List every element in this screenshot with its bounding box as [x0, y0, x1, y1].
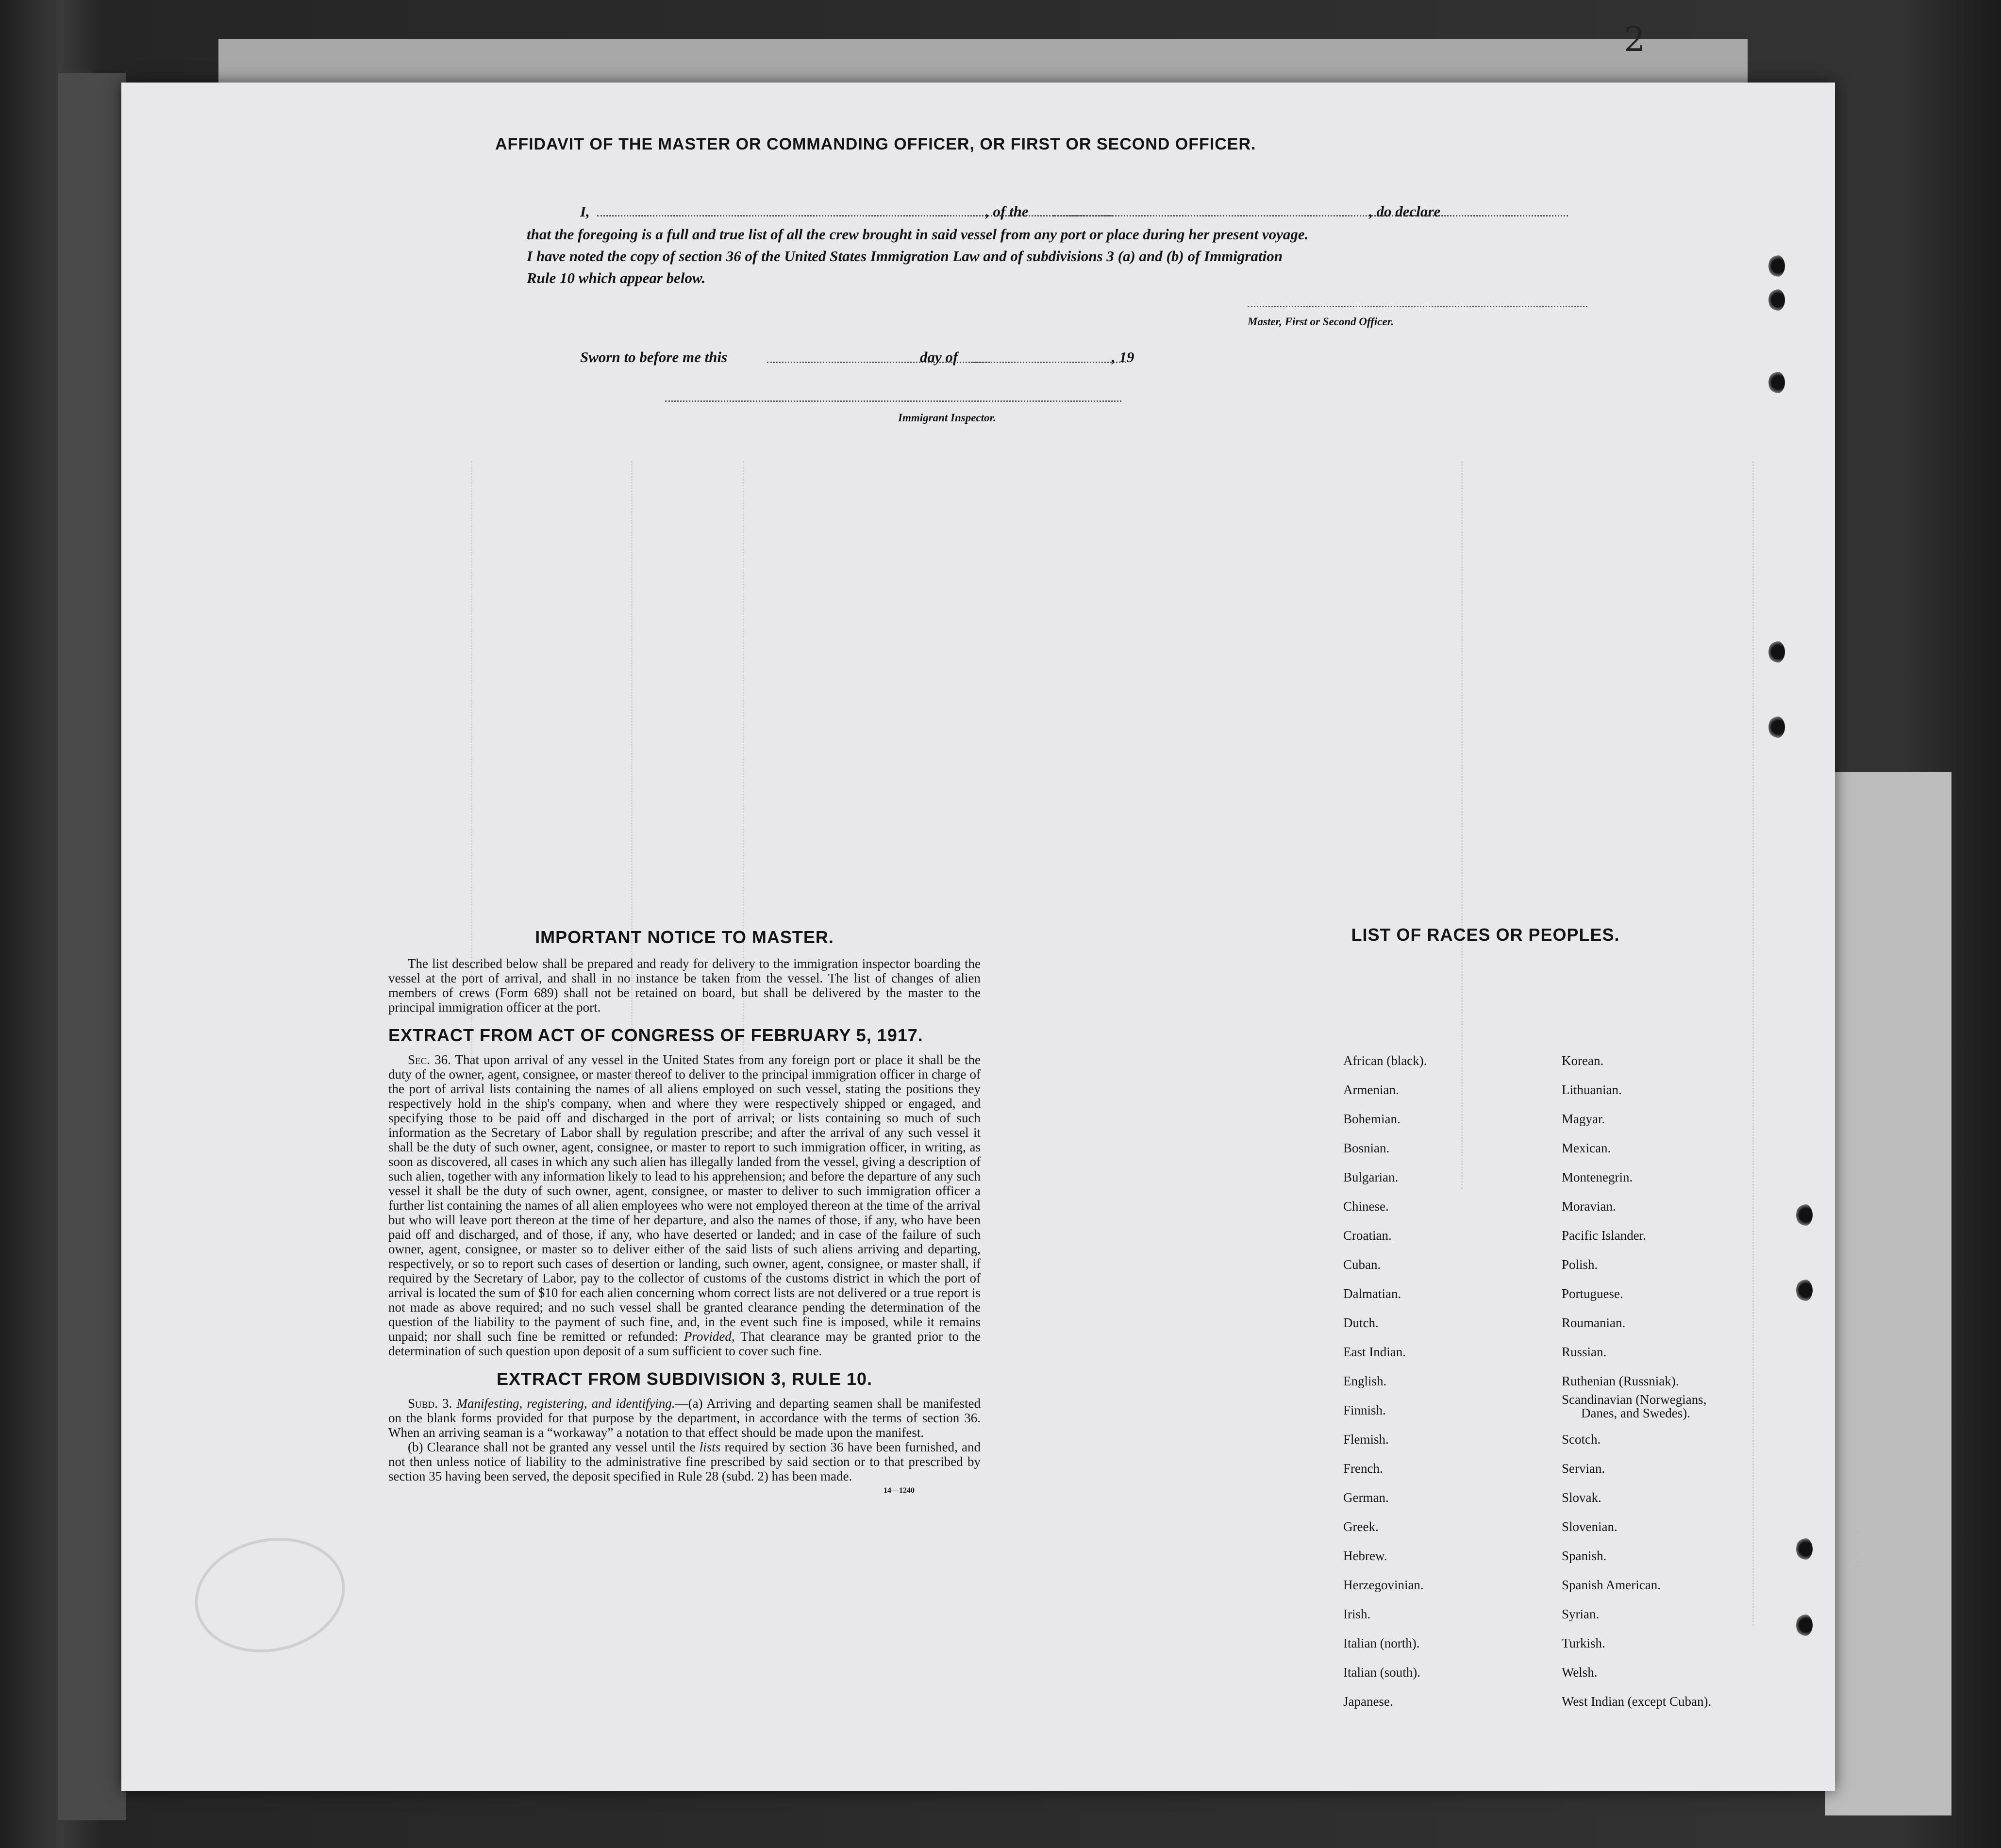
- race-item: Welsh.: [1562, 1665, 1598, 1680]
- binder-hole: [1768, 255, 1785, 277]
- race-item: Chinese.: [1343, 1199, 1389, 1214]
- act-body: That upon arrival of any vessel in the United States from any foreign port or place it shall be the duty of the owner, agent, consignee, or master thereof to deliver to the principal immigration officer in charge of the port of arrival lists containing the names of all aliens employed on such vessel, stating the positions they respectively hold in the ship's company, when and where they were respectively shipped or engaged, and specifying those to be paid off and discharged in the port of arrival; or lists containing so much of such information as the Secretary of Labor shall by regulation prescribe; and after the arrival of any such vessel it shall be the duty of such owner, agent, consignee, or master to report to such immigration officer, in writing, as soon as discovered, all cases in which any such alien has illegally landed from the vessel, giving a description of such alien, together with any information likely to lead to his apprehension; and before the departure of any such vessel it shall be the duty of such owner, agent, consignee, or master to deliver to such immigration officer a further list containing the names of all alien employees who were not employed thereon at the time of the arrival but who will leave port thereon at the time of her departure, and also the names of those, if any, who have been paid off and discharged, and of those, if any, who have deserted or landed; and in case of the failure of such owner, agent, consignee, or master so to deliver either of the said lists of such aliens arriving and departing, respectively, or so to report such cases of desertion or landing, such owner, agent, consignee, or master shall, if required by the Secretary of Labor, pay to the collector of customs of the customs district in which the port of arrival is located the sum of $10 for each alien concerning whom correct lists are not delivered or a true report is not made as above required; and no such vessel shall be granted clearance pending the determination of the question of the liability to the payment of such fine, and, in the event such fine is imposed, while it remains unpaid; nor shall such fine be remitted or refunded:: [388, 1052, 981, 1344]
- race-item: Bulgarian.: [1343, 1170, 1399, 1184]
- race-item: Ruthenian (Russniak).: [1562, 1374, 1679, 1388]
- race-item: African (black).: [1343, 1053, 1427, 1068]
- bleed-through-rule: [1461, 461, 1463, 1189]
- binder-hole: [1796, 1614, 1813, 1636]
- name-blank: [597, 215, 1112, 216]
- race-item: Slovenian.: [1562, 1519, 1617, 1534]
- manifest-page: [121, 83, 1835, 1791]
- race-item: Servian.: [1562, 1461, 1605, 1476]
- rule-b-body-end: required by section 36 have been furnished, and not then unless notice of liability to the administrative fine prescribed by said section or to that prescribed by section 35 having been served, the deposit specified in Rule 28 (subd. 2) has been made.: [388, 1440, 981, 1483]
- race-item: Japanese.: [1343, 1694, 1393, 1709]
- race-item: Dalmatian.: [1343, 1286, 1401, 1301]
- sworn-text-b: day of: [920, 349, 958, 366]
- affidavit-line-2: that the foregoing is a full and true list of all the crew brought in said vessel from any port or place during her present voyage.: [527, 226, 1309, 243]
- rule-a-text: [388, 1396, 981, 1440]
- affidavit-line-1c: , do declare: [1369, 203, 1441, 220]
- race-item: Italian (north).: [1343, 1636, 1420, 1650]
- race-item: Finnish.: [1343, 1403, 1386, 1417]
- form-number: 14—1240: [884, 1486, 915, 1495]
- binder-hole: [1768, 716, 1785, 738]
- sworn-month-blank: [971, 362, 1126, 363]
- bleed-through-rule: [1752, 461, 1754, 1626]
- inspector-blank: [665, 400, 1121, 402]
- race-item: Roumanian.: [1562, 1315, 1626, 1330]
- race-item: East Indian.: [1343, 1345, 1406, 1359]
- binder-hole: [1768, 289, 1785, 311]
- sworn-text-a: Sworn to before me this: [580, 349, 728, 366]
- rule-b-lists: lists: [699, 1440, 721, 1454]
- signature-blank: [1248, 306, 1587, 307]
- inspector-label: Immigrant Inspector.: [898, 412, 996, 424]
- act-text: [388, 1052, 981, 1358]
- race-item: Mexican.: [1562, 1141, 1611, 1155]
- race-item: German.: [1343, 1490, 1389, 1505]
- affidavit-line-4: Rule 10 which appear below.: [527, 269, 706, 286]
- notice-title: IMPORTANT NOTICE TO MASTER.: [535, 927, 834, 947]
- binder-hole: [1796, 1204, 1813, 1226]
- page-number: 2: [1624, 19, 1646, 59]
- underlying-sheet-right: [1825, 772, 1951, 1815]
- race-item: Moravian.: [1562, 1199, 1616, 1214]
- race-item: West Indian (except Cuban).: [1562, 1694, 1712, 1709]
- race-item: Spanish American.: [1562, 1578, 1661, 1592]
- race-item: Lithuanian.: [1562, 1082, 1622, 1097]
- race-item: Slovak.: [1562, 1490, 1601, 1505]
- race-item: Hebrew.: [1343, 1548, 1387, 1563]
- race-item: French.: [1343, 1461, 1383, 1476]
- race-item: Russian.: [1562, 1345, 1607, 1359]
- race-item: Bohemian.: [1343, 1112, 1401, 1126]
- signature-label: Master, First or Second Officer.: [1248, 316, 1394, 328]
- race-item: Armenian.: [1343, 1082, 1399, 1097]
- race-item: Croatian.: [1343, 1228, 1392, 1243]
- vessel-blank: [1053, 215, 1568, 216]
- race-item: Pacific Islander.: [1562, 1228, 1646, 1243]
- sworn-text-c: , 19: [1112, 349, 1134, 366]
- race-item: Portuguese.: [1562, 1286, 1623, 1301]
- affidavit-title: AFFIDAVIT OF THE MASTER OR COMMANDING OFFICER, OR FIRST OR SECOND OFFICER.: [495, 135, 1256, 153]
- faded-stamp: [184, 1524, 355, 1666]
- race-item: Irish.: [1343, 1607, 1371, 1621]
- race-item: Magyar.: [1562, 1112, 1605, 1126]
- act-provided: Provided,: [684, 1329, 735, 1344]
- underlying-sheet-left: [58, 73, 126, 1820]
- binder-hole: [1768, 371, 1785, 394]
- notice-column: [388, 927, 981, 1495]
- race-item: Turkish.: [1562, 1636, 1605, 1650]
- rule-heading: Manifesting, registering, and identifying.: [456, 1396, 675, 1411]
- affidavit-line-3: I have noted the copy of section 36 of the United States Immigration Law and of subdivisions 3 (a) and (b) of Immigration: [527, 248, 1283, 265]
- race-item: Polish.: [1562, 1257, 1598, 1272]
- race-item: Cuban.: [1343, 1257, 1381, 1272]
- act-section-label: Sec. 36.: [408, 1052, 451, 1067]
- race-item: Spanish.: [1562, 1548, 1607, 1563]
- rule-b-text: [388, 1440, 981, 1483]
- race-item: English.: [1343, 1374, 1387, 1388]
- race-item: Scandinavian (Norwegians,: [1562, 1392, 1707, 1407]
- race-item: Danes, and Swedes).: [1581, 1406, 1690, 1420]
- affidavit-line-1a: I,: [580, 203, 590, 220]
- binder-hole: [1768, 641, 1785, 663]
- race-item: Italian (south).: [1343, 1665, 1420, 1680]
- binder-hole: [1796, 1279, 1813, 1301]
- act-body-end: That clearance may be granted prior to the determination of such question upon deposit of a sum sufficient to cover such fine.: [388, 1329, 981, 1358]
- rule-title: EXTRACT FROM SUBDIVISION 3, RULE 10.: [496, 1369, 873, 1389]
- affidavit-line-1b: , of the: [985, 203, 1029, 220]
- margin-stamp: RECD: [1845, 1529, 1864, 1576]
- race-item: Flemish.: [1343, 1432, 1389, 1447]
- binder-hole: [1796, 1538, 1813, 1560]
- race-item: Dutch.: [1343, 1315, 1379, 1330]
- race-item: Scotch.: [1562, 1432, 1601, 1447]
- race-item: Bosnian.: [1343, 1141, 1390, 1155]
- race-item: Montenegrin.: [1562, 1170, 1633, 1184]
- rule-subd-label: Subd. 3.: [408, 1396, 452, 1411]
- races-title: LIST OF RACES OR PEOPLES.: [1351, 925, 1620, 945]
- rule-b-body: (b) Clearance shall not be granted any vessel until the: [408, 1440, 696, 1454]
- notice-text: The list described below shall be prepared and ready for delivery to the immigration inspector boarding the vessel at the port of arrival, and shall in no instance be taken from the vessel. The list of changes of alien members of crews (Form 689) shall not be retained on board, but shall be delivered by the master to the principal immigration officer at the port.: [388, 956, 981, 1015]
- race-item: Syrian.: [1562, 1607, 1600, 1621]
- race-item: Greek.: [1343, 1519, 1379, 1534]
- race-item: Herzegovinian.: [1343, 1578, 1424, 1592]
- act-title: EXTRACT FROM ACT OF CONGRESS OF FEBRUARY 5, 1917.: [388, 1025, 923, 1045]
- race-item: Korean.: [1562, 1053, 1604, 1068]
- rule-a-body: —(a) Arriving and departing seamen shall be manifested on the blank forms provided for that purpose by the department, in accordance with the terms of section 36. When an arriving seaman is a “workaway” a notation to that effect should be made upon the manifest.: [388, 1396, 981, 1440]
- races-list: [1218, 925, 1752, 1709]
